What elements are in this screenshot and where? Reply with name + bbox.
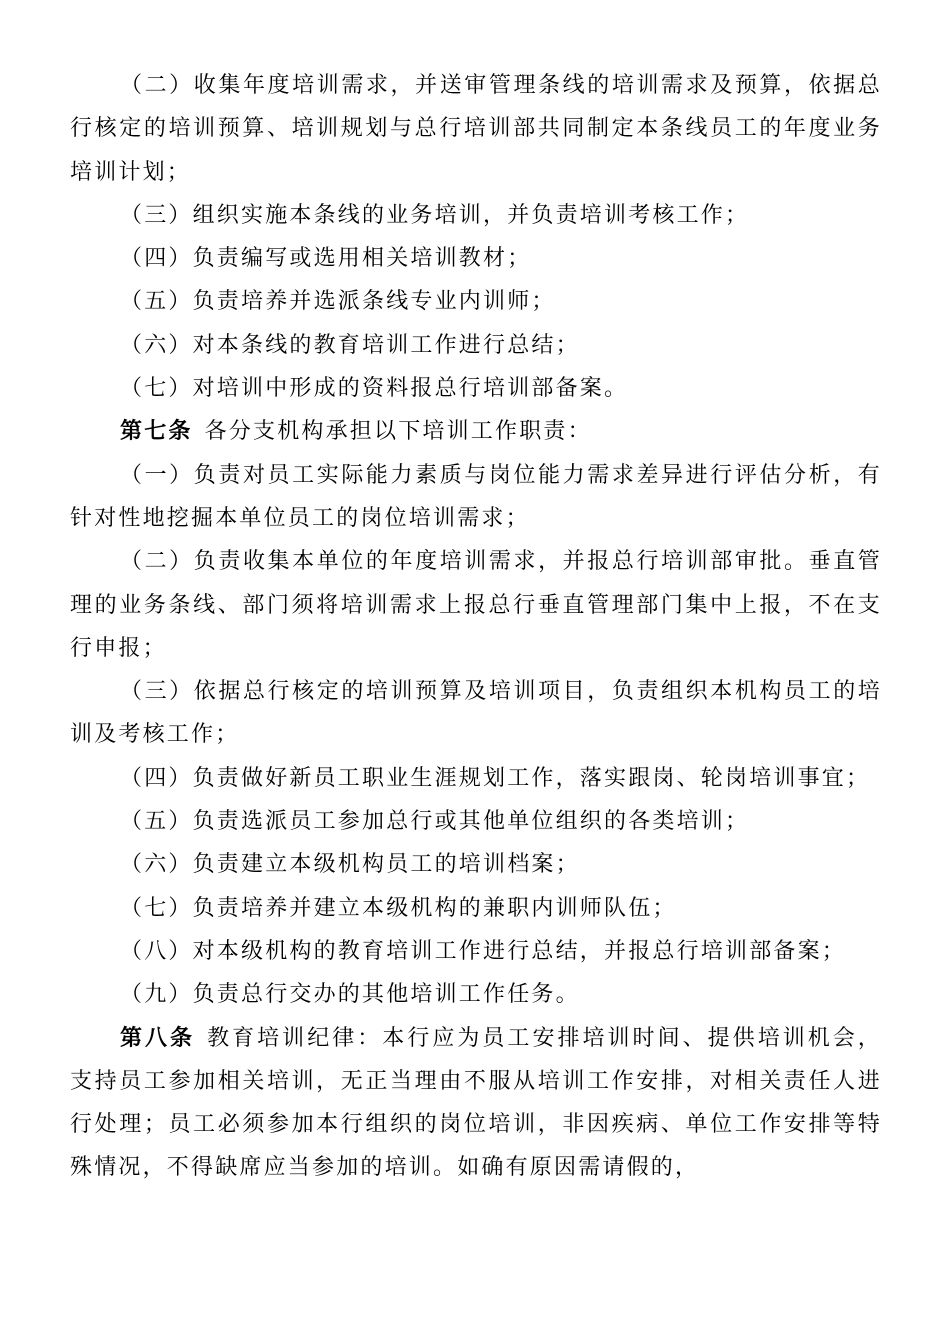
paragraph xyxy=(70,930,882,973)
paragraph-text: （四）负责编写或选用相关培训教材； xyxy=(120,246,532,272)
paragraph xyxy=(70,973,882,1016)
paragraph-text: （四）负责做好新员工职业生涯规划工作，落实跟岗、轮岗培训事宜； xyxy=(120,765,871,791)
article-seven xyxy=(70,410,882,453)
paragraph xyxy=(70,540,882,670)
paragraph xyxy=(70,757,882,800)
document-body xyxy=(70,64,882,1190)
paragraph-text: （七）负责培养并建立本级机构的兼职内训师队伍； xyxy=(120,895,677,921)
article-heading: 第七条 xyxy=(120,418,193,445)
paragraph xyxy=(70,800,882,843)
paragraph xyxy=(70,670,882,757)
paragraph-text: （一）负责对员工实际能力素质与岗位能力需求差异进行评估分析，有针对性地挖掘本单位员工的岗位培训需求； xyxy=(70,462,882,531)
article-eight xyxy=(70,1017,882,1190)
paragraph-text: 各分支机构承担以下培训工作职责： xyxy=(204,419,592,445)
paragraph-text: （三）依据总行核定的培训预算及培训项目，负责组织本机构员工的培训及考核工作； xyxy=(70,679,882,748)
paragraph-text: （六）对本条线的教育培训工作进行总结； xyxy=(120,332,580,358)
paragraph-text: （五）负责培养并选派条线专业内训师； xyxy=(120,289,556,315)
paragraph xyxy=(70,843,882,886)
paragraph-text: （二）收集年度培训需求，并送审管理条线的培训需求及预算，依据总行核定的培训预算、培训规划与总行培训部共同制定本条线员工的年度业务培训计划； xyxy=(70,73,882,185)
paragraph xyxy=(70,194,882,237)
paragraph-text: （五）负责选派员工参加总行或其他单位组织的各类培训； xyxy=(120,809,750,835)
paragraph-text: 教育培训纪律：本行应为员工安排培训时间、提供培训机会，支持员工参加相关培训，无正当理由不服从培训工作安排，对相关责任人进行处理；员工必须参加本行组织的岗位培训，非因疾病、单位工作安排等特殊情况，不得缺席应当参加的培训。如确有原因需请假的， xyxy=(70,1025,882,1181)
paragraph-text: （七）对培训中形成的资料报总行培训部备案。 xyxy=(120,376,629,402)
paragraph xyxy=(70,280,882,323)
paragraph xyxy=(70,64,882,194)
article-heading: 第八条 xyxy=(120,1024,196,1051)
paragraph-text: （九）负责总行交办的其他培训工作任务。 xyxy=(120,982,580,1008)
paragraph-text: （八）对本级机构的教育培训工作进行总结，并报总行培训部备案； xyxy=(120,938,847,964)
paragraph xyxy=(70,324,882,367)
paragraph-text: （三）组织实施本条线的业务培训，并负责培训考核工作； xyxy=(120,202,750,228)
paragraph xyxy=(70,887,882,930)
paragraph xyxy=(70,454,882,541)
paragraph xyxy=(70,367,882,410)
paragraph-text: （二）负责收集本单位的年度培训需求，并报总行培训部审批。垂直管理的业务条线、部门须将培训需求上报总行垂直管理部门集中上报，不在支行申报； xyxy=(70,549,882,661)
paragraph xyxy=(70,237,882,280)
paragraph-text: （六）负责建立本级机构员工的培训档案； xyxy=(120,852,580,878)
